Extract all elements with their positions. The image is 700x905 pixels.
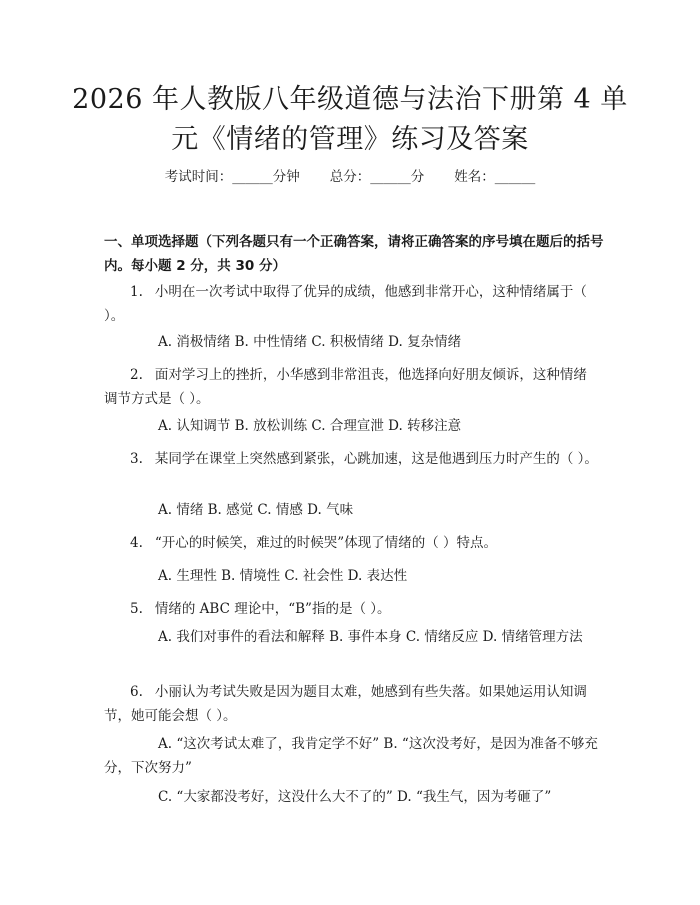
question-text: 小丽认为考试失败是因为题目太难，她感到有些失落。如果她运用认知调节，她可能会想（ ）。 bbox=[104, 684, 587, 724]
question-number: 1. bbox=[130, 284, 143, 300]
question-5-options: A. 我们对事件的看法和解释 B. 事件本身 C. 情绪反应 D. 情绪管理方法 bbox=[158, 629, 583, 645]
question-6-options-cont: C. “大家都没考好，这没什么大不了的” D. “我生气，因为考砸了” bbox=[158, 789, 552, 805]
question-3 bbox=[104, 447, 598, 471]
total-score-field: 总分：______分 bbox=[329, 169, 425, 185]
section-heading: 一、单项选择题（下列各题只有一个正确答案，请将正确答案的序号填在题后的括号内。每小题 2 分，共 30 分） bbox=[104, 234, 604, 274]
exam-time-field: 考试时间：______分钟 bbox=[164, 169, 300, 185]
student-name-field: 姓名：______ bbox=[454, 169, 536, 185]
document-title bbox=[70, 80, 630, 160]
question-4-options: A. 生理性 B. 情境性 C. 社会性 D. 表达性 bbox=[158, 568, 408, 584]
title-line-1: 2026 年人教版八年级道德与法治下册第 4 单 bbox=[72, 84, 628, 115]
question-text: “开心的时候笑，难过的时候哭”体现了情绪的（ ）特点。 bbox=[154, 535, 497, 551]
question-text: 面对学习上的挫折，小华感到非常沮丧，他选择向好朋友倾诉，这种情绪调节方式是（ ）。 bbox=[104, 367, 587, 407]
question-number: 5. bbox=[130, 601, 143, 617]
question-number: 6. bbox=[130, 684, 143, 700]
question-1 bbox=[104, 280, 598, 328]
question-text: 小明在一次考试中取得了优异的成绩，他感到非常开心，这种情绪属于（ ）。 bbox=[104, 284, 587, 324]
question-3-options: A. 情绪 B. 感觉 C. 情感 D. 气味 bbox=[158, 502, 354, 518]
question-1-options: A. 消极情绪 B. 中性情绪 C. 积极情绪 D. 复杂情绪 bbox=[158, 334, 462, 350]
question-number: 2. bbox=[130, 367, 143, 383]
exam-meta bbox=[0, 167, 700, 187]
question-text: 某同学在课堂上突然感到紧张，心跳加速，这是他遇到压力时产生的（ ）。 bbox=[154, 451, 598, 467]
title-line-2: 元《情绪的管理》练习及答案 bbox=[171, 124, 529, 155]
question-2 bbox=[104, 363, 598, 411]
question-6 bbox=[104, 680, 598, 728]
question-text: 情绪的 ABC 理论中，“B”指的是（ ）。 bbox=[154, 601, 391, 617]
question-2-options: A. 认知调节 B. 放松训练 C. 合理宣泄 D. 转移注意 bbox=[158, 418, 462, 434]
question-5 bbox=[104, 597, 598, 621]
question-6-options: A. “这次考试太难了，我肯定学不好” B. “这次没考好，是因为准备不够充分，下次努力” bbox=[104, 736, 598, 776]
question-number: 4. bbox=[130, 535, 143, 551]
question-number: 3. bbox=[130, 451, 143, 467]
question-4 bbox=[104, 531, 598, 555]
